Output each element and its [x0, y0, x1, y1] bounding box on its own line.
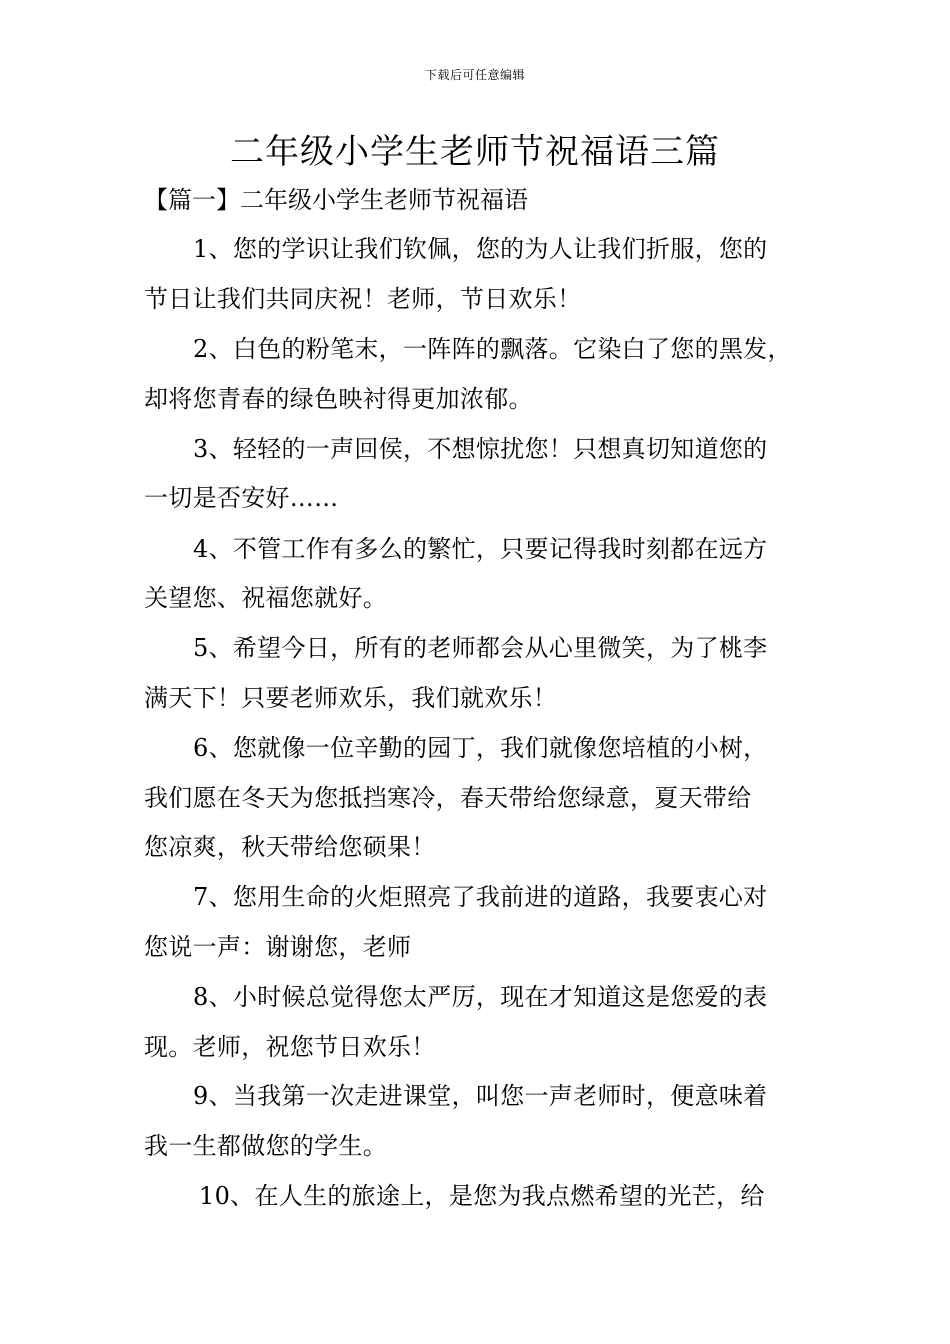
header-note: 下载后可任意编辑	[424, 68, 525, 82]
body-line: 您凉爽，秋天带给您硕果！	[144, 833, 436, 861]
document-title: 二年级小学生老师节祝福语三篇	[230, 132, 720, 172]
body-line: 一切是否安好……	[144, 484, 339, 512]
body-line: 我一生都做您的学生。	[144, 1132, 387, 1160]
body-line: 9、当我第一次走进课堂，叫您一声老师时，便意味着	[193, 1082, 768, 1110]
body-line: 满天下！只要老师欢乐，我们就欢乐！	[144, 684, 558, 712]
body-line: 关望您、祝福您就好。	[144, 584, 387, 612]
body-line: 7、您用生命的火炬照亮了我前进的道路，我要衷心对	[193, 883, 768, 911]
body-line: 8、小时候总觉得您太严厉，现在才知道这是您爱的表	[193, 983, 768, 1011]
body-line: 您说一声：谢谢您，老师	[144, 933, 412, 961]
body-line: 2、白色的粉笔末，一阵阵的飘落。它染白了您的黑发，	[193, 335, 792, 363]
body-line: 5、希望今日，所有的老师都会从心里微笑，为了桃李	[193, 634, 768, 662]
body-line: 1、您的学识让我们钦佩，您的为人让我们折服，您的	[193, 235, 768, 263]
section-heading: 【篇一】二年级小学生老师节祝福语	[144, 186, 528, 214]
body-line: 我们愿在冬天为您抵挡寒冷，春天带给您绿意，夏天带给	[144, 784, 752, 812]
body-line: 4、不管工作有多么的繁忙，只要记得我时刻都在远方	[193, 535, 768, 563]
body-line: 现。老师，祝您节日欢乐！	[144, 1033, 436, 1061]
body-line: 却将您青春的绿色映衬得更加浓郁。	[144, 385, 533, 413]
body-line: 节日让我们共同庆祝！老师，节日欢乐！	[144, 285, 582, 313]
body-line: 6、您就像一位辛勤的园丁，我们就像您培植的小树，	[193, 734, 768, 762]
body-line: 3、轻轻的一声回侯，不想惊扰您！只想真切知道您的	[193, 435, 768, 463]
body-line: 10、在人生的旅途上，是您为我点燃希望的光芒，给	[199, 1182, 765, 1210]
